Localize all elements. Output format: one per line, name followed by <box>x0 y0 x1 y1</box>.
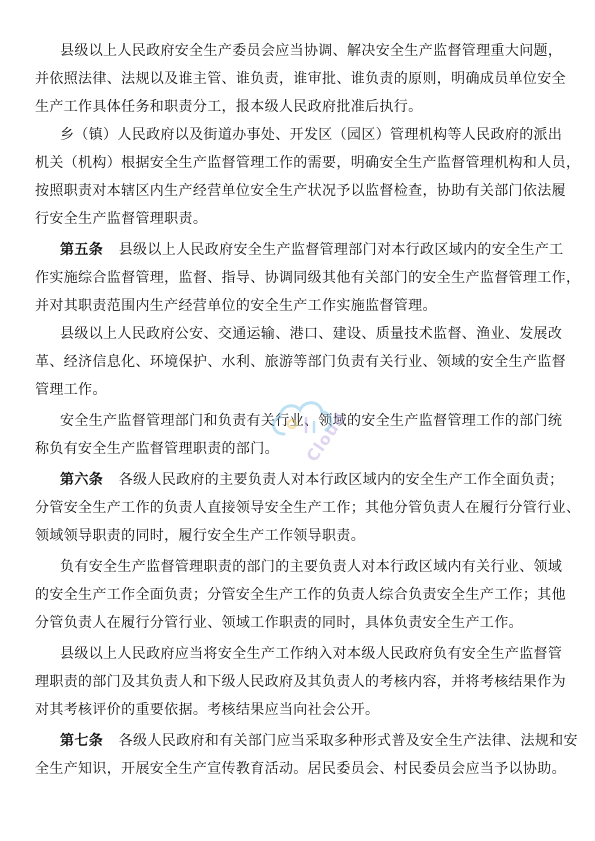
text-line: 分管负责人在履行分管行业、领域工作职责的同时，具体负责安全生产工作。 <box>35 615 523 631</box>
text-line: 负有安全生产监督管理职责的部门的主要负责人对本行政区域内有关行业、领域 <box>60 559 563 575</box>
article-text: 各级人民政府的主要负责人对本行政区域内的安全生产工作全面负责； <box>118 472 564 488</box>
text-line: 按照职责对本辖区内生产经营单位安全生产状况予以监督检查，协助有关部门依法履 <box>35 183 566 199</box>
text-line <box>60 471 564 489</box>
text-line: 县级以上人民政府公安、交通运输、港口、建设、质量技术监督、渔业、发展改 <box>60 326 563 342</box>
text-line: 理职责的部门及其负责人和下级人民政府及其负责人的考核内容，并将考核结果作为 <box>35 674 566 690</box>
text-line: 对其考核评价的重要依据。考核结果应当向社会公开。 <box>35 702 380 718</box>
article-number: 第六条 <box>60 472 104 488</box>
text-line: 称负有安全生产监督管理职责的部门。 <box>35 441 279 457</box>
text-line: 革、经济信息化、环境保护、水利、旅游等部门负责有关行业、领域的安全生产监督 <box>35 354 566 370</box>
text-line: 领域领导职责的同时，履行安全生产工作领导职责。 <box>35 528 366 544</box>
text-line: 全生产知识，开展安全生产宣传教育活动。居民委员会、村民委员会应当予以协助。 <box>35 761 566 777</box>
article-number: 第七条 <box>60 733 104 749</box>
text-line: 乡（镇）人民政府以及街道办事处、开发区（园区）管理机构等人民政府的派出 <box>60 127 563 143</box>
text-line: 县级以上人民政府安全生产委员会应当协调、解决安全生产监督管理重大问题， <box>60 43 563 59</box>
text-line: 生产工作具体任务和职责分工，报本级人民政府批准后执行。 <box>35 99 423 115</box>
text-line: 分管安全生产工作的负责人直接领导安全生产工作；其他分管负责人在履行分管行业、 <box>35 500 581 516</box>
article-number: 第五条 <box>60 242 104 258</box>
text-line: 的安全生产工作全面负责；分管安全生产工作的负责人综合负责安全生产工作；其他 <box>35 587 566 603</box>
text-line <box>60 241 564 259</box>
text-line: 行安全生产监督管理职责。 <box>35 211 208 227</box>
text-line: 机关（机构）根据安全生产监督管理工作的需要，明确安全生产监督管理机构和人员， <box>35 155 581 171</box>
article-text: 各级人民政府和有关部门应当采取多种形式普及安全生产法律、法规和安 <box>118 733 578 749</box>
text-line: 安全生产监督管理部门和负责有关行业、领域的安全生产监督管理工作的部门统 <box>60 413 563 429</box>
text-line: 管理工作。 <box>35 382 107 398</box>
watermark-text: Cloud <box>302 408 351 462</box>
text-line: 并对其职责范围内生产经营单位的安全生产工作实施监督管理。 <box>35 298 437 314</box>
article-text: 县级以上人民政府安全生产监督管理部门对本行政区域内的安全生产工 <box>118 242 564 258</box>
text-line <box>60 732 578 750</box>
text-line: 并依照法律、法规以及谁主管、谁负责，谁审批、谁负责的原则，明确成员单位安全 <box>35 71 566 87</box>
text-line: 作实施综合监督管理，监督、指导、协调同级其他有关部门的安全生产监督管理工作， <box>35 270 581 286</box>
text-line: 县级以上人民政府应当将安全生产工作纳入对本级人民政府负有安全生产监督管 <box>60 646 563 662</box>
